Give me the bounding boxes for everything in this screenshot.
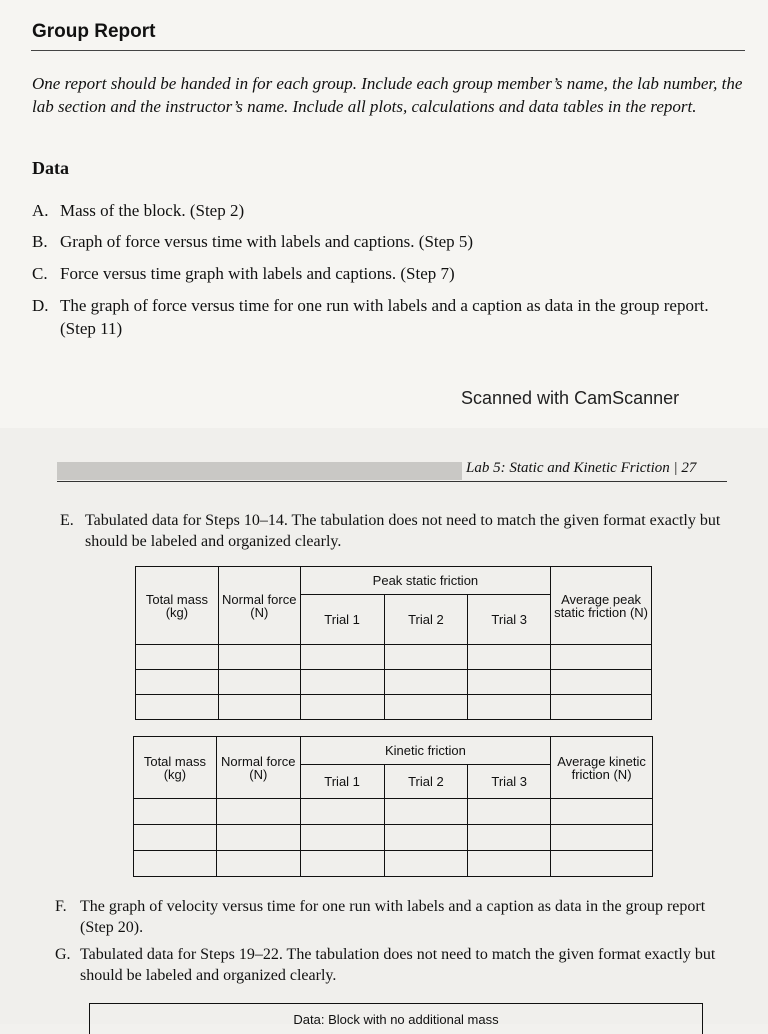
table-row bbox=[136, 670, 652, 695]
table-cell bbox=[384, 799, 468, 825]
list-text: Tabulated data for Steps 19–22. The tabulation does not need to match the given format exactly but should be labeled and organized clearly. bbox=[80, 946, 716, 984]
running-head: Lab 5: Static and Kinetic Friction | 27 bbox=[466, 460, 697, 476]
list-text: Graph of force versus time with labels and captions. (Step 5) bbox=[60, 232, 474, 251]
col-header-mass: Total mass (kg) bbox=[136, 567, 219, 645]
table-row bbox=[134, 799, 653, 825]
list-letter: E. bbox=[60, 512, 74, 529]
col-header-trial: Trial 1 bbox=[300, 595, 384, 645]
table-cell bbox=[300, 825, 384, 851]
table-cell bbox=[218, 645, 300, 670]
table-cell bbox=[300, 645, 384, 670]
table-cell bbox=[468, 645, 551, 670]
table-cell bbox=[218, 670, 300, 695]
table-cell bbox=[134, 825, 217, 851]
table-cell bbox=[468, 695, 551, 720]
col-header-trial: Trial 3 bbox=[468, 595, 551, 645]
table-cell bbox=[384, 825, 468, 851]
table-cell bbox=[468, 851, 551, 877]
header-bar bbox=[57, 462, 462, 480]
table-cell bbox=[551, 645, 652, 670]
table-row bbox=[136, 645, 652, 670]
table-cell bbox=[300, 695, 384, 720]
table-cell bbox=[551, 851, 653, 877]
table-cell bbox=[468, 825, 551, 851]
list-letter: B. bbox=[32, 232, 48, 251]
list-text: Mass of the block. (Step 2) bbox=[60, 201, 245, 220]
table-row bbox=[134, 825, 653, 851]
table-cell bbox=[551, 695, 652, 720]
table-cell bbox=[136, 645, 219, 670]
col-header-normal-force: Normal force (N) bbox=[216, 737, 300, 799]
col-header-average: Average peak static friction (N) bbox=[551, 567, 652, 645]
table-cell bbox=[384, 851, 468, 877]
col-header-group: Kinetic friction bbox=[300, 737, 550, 765]
list-letter: A. bbox=[32, 201, 49, 220]
table-cell bbox=[134, 799, 217, 825]
table-cell bbox=[384, 670, 468, 695]
table-cell bbox=[551, 670, 652, 695]
list-letter: D. bbox=[32, 296, 49, 315]
scanner-watermark: Scanned with CamScanner bbox=[461, 388, 680, 408]
table-cell bbox=[468, 799, 551, 825]
table-cell bbox=[300, 851, 384, 877]
col-header-trial: Trial 2 bbox=[384, 765, 468, 799]
table-cell bbox=[134, 851, 217, 877]
data-title: Data bbox=[32, 158, 69, 178]
table-cell bbox=[216, 799, 300, 825]
col-header-trial: Trial 2 bbox=[384, 595, 468, 645]
static-friction-table bbox=[135, 566, 652, 720]
table-cell bbox=[384, 695, 468, 720]
list-letter: F. bbox=[55, 898, 67, 915]
intro-paragraph: One report should be handed in for each group. Include each group member’s name, the lab number, the lab section and the instructor’s name. Include all plots, calculations and data tables in the report. bbox=[32, 74, 743, 116]
table-cell bbox=[300, 670, 384, 695]
scanned-page-top bbox=[0, 0, 768, 428]
table-cell bbox=[136, 670, 219, 695]
list-text: The graph of velocity versus time for one run with labels and a caption as data in the group report (Step 20). bbox=[80, 898, 706, 936]
data-table-box bbox=[89, 1003, 703, 1034]
table-row bbox=[136, 695, 652, 720]
list-letter: C. bbox=[32, 264, 48, 283]
list-text: Tabulated data for Steps 10–14. The tabulation does not need to match the given format exactly but should be labeled and organized clearly. bbox=[85, 512, 721, 550]
list-letter: G. bbox=[55, 946, 71, 963]
table-row bbox=[134, 851, 653, 877]
table-cell bbox=[551, 825, 653, 851]
table-cell bbox=[216, 825, 300, 851]
section-heading: Group Report bbox=[32, 21, 156, 42]
kinetic-friction-table bbox=[133, 736, 653, 877]
data-table-title: Data: Block with no additional mass bbox=[293, 1012, 499, 1027]
table-cell bbox=[300, 799, 384, 825]
col-header-trial: Trial 1 bbox=[300, 765, 384, 799]
table-cell bbox=[218, 695, 300, 720]
table-cell bbox=[216, 851, 300, 877]
col-header-average: Average kinetic friction (N) bbox=[551, 737, 653, 799]
col-header-trial: Trial 3 bbox=[468, 765, 551, 799]
table-cell bbox=[551, 799, 653, 825]
list-text: Force versus time graph with labels and captions. (Step 7) bbox=[60, 264, 455, 283]
heading-rule bbox=[31, 50, 745, 51]
header-rule bbox=[57, 481, 727, 482]
table-cell bbox=[384, 645, 468, 670]
table-cell bbox=[468, 670, 551, 695]
col-header-normal-force: Normal force (N) bbox=[218, 567, 300, 645]
list-text: The graph of force versus time for one run with labels and a caption as data in the group report. (Step 11) bbox=[60, 296, 709, 338]
table-cell bbox=[136, 695, 219, 720]
col-header-group: Peak static friction bbox=[300, 567, 550, 595]
col-header-mass: Total mass (kg) bbox=[134, 737, 217, 799]
